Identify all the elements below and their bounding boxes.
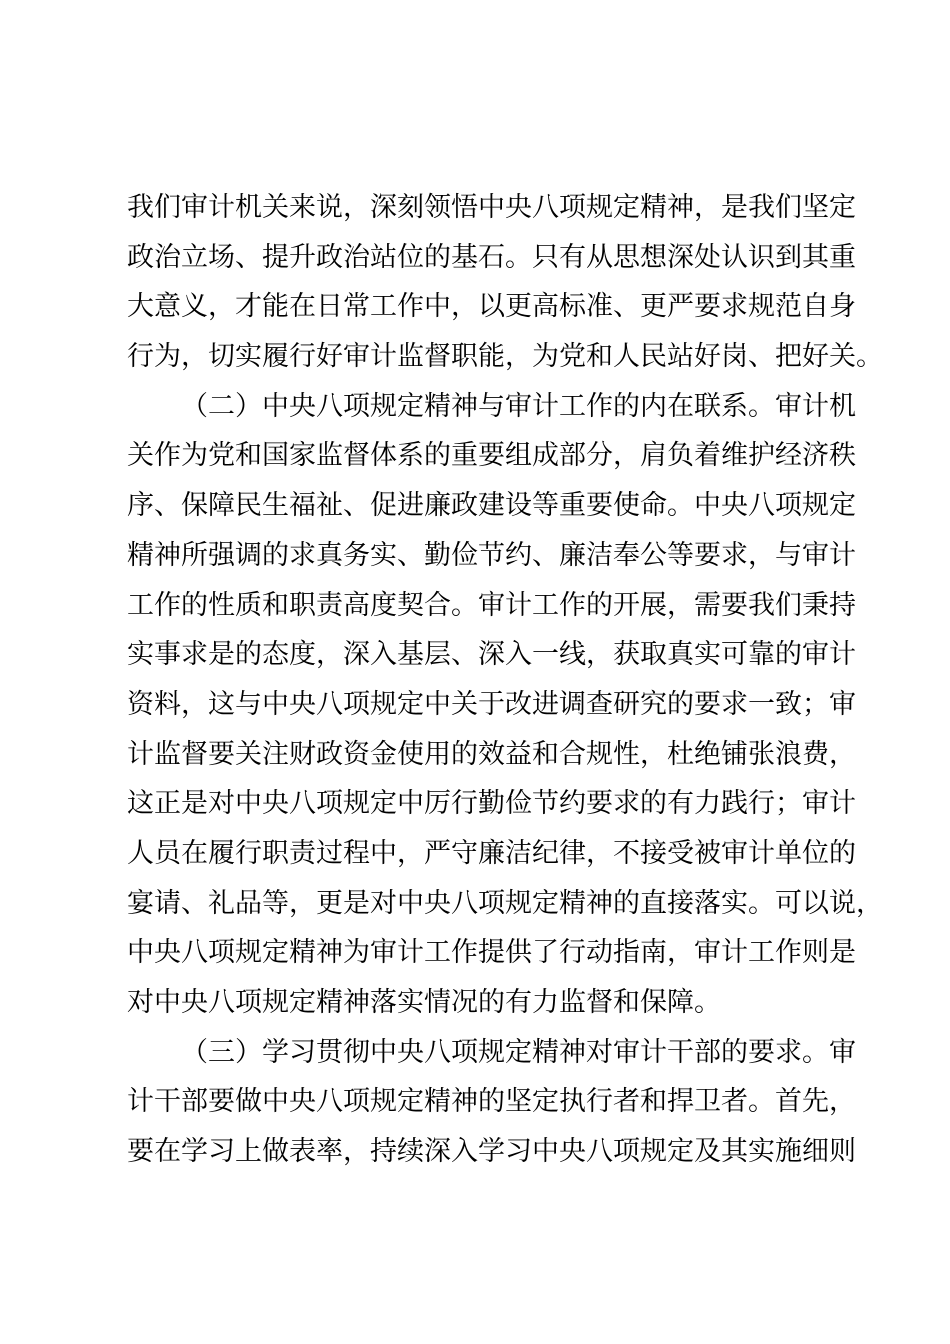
text-line: 这正是对中央八项规定中厉行勤俭节约要求的有力践行；审计 — [127, 788, 856, 820]
text-line: 精神所强调的求真务实、勤俭节约、廉洁奉公等要求，与审计 — [127, 539, 856, 571]
text-line: 我们审计机关来说，深刻领悟中央八项规定精神，是我们坚定 — [127, 192, 856, 223]
text-line: 序、保障民生福祉、促进廉政建设等重要使命。中央八项规定 — [127, 490, 856, 522]
document-body — [127, 183, 883, 1177]
text-line: 人员在履行职责过程中，严守廉洁纪律，不接受被审计单位的 — [127, 837, 856, 869]
text-line: 计干部要做中央八项规定精神的坚定执行者和捍卫者。首先， — [127, 1086, 856, 1118]
text-line: 政治立场、提升政治站位的基石。只有从思想深处认识到其重 — [127, 241, 856, 273]
text-line: 行为，切实履行好审计监督职能，为党和人民站好岗、把好关。 — [127, 341, 883, 373]
text-line: 对中央八项规定精神落实情况的有力监督和保障。 — [127, 987, 721, 1018]
section-heading-line: （二）中央八项规定精神与审计工作的内在联系。审计机 — [181, 390, 856, 422]
section-heading-line: （三）学习贯彻中央八项规定精神对审计干部的要求。审 — [181, 1036, 856, 1068]
text-line: 中央八项规定精神为审计工作提供了行动指南，审计工作则是 — [127, 937, 856, 969]
text-line: 大意义，才能在日常工作中，以更高标准、更严要求规范自身 — [127, 291, 856, 323]
text-line: 计监督要关注财政资金使用的效益和合规性，杜绝铺张浪费， — [127, 738, 856, 770]
text-line: 要在学习上做表率，持续深入学习中央八项规定及其实施细则 — [127, 1136, 856, 1168]
text-line: 资料，这与中央八项规定中关于改进调查研究的要求一致；审 — [127, 688, 856, 720]
text-line: 关作为党和国家监督体系的重要组成部分，肩负着维护经济秩 — [127, 440, 856, 472]
text-line: 宴请、礼品等，更是对中央八项规定精神的直接落实。可以说， — [127, 887, 883, 919]
text-line: 工作的性质和职责高度契合。审计工作的开展，需要我们秉持 — [127, 589, 856, 621]
text-line: 实事求是的态度，深入基层、深入一线，获取真实可靠的审计 — [127, 639, 856, 671]
